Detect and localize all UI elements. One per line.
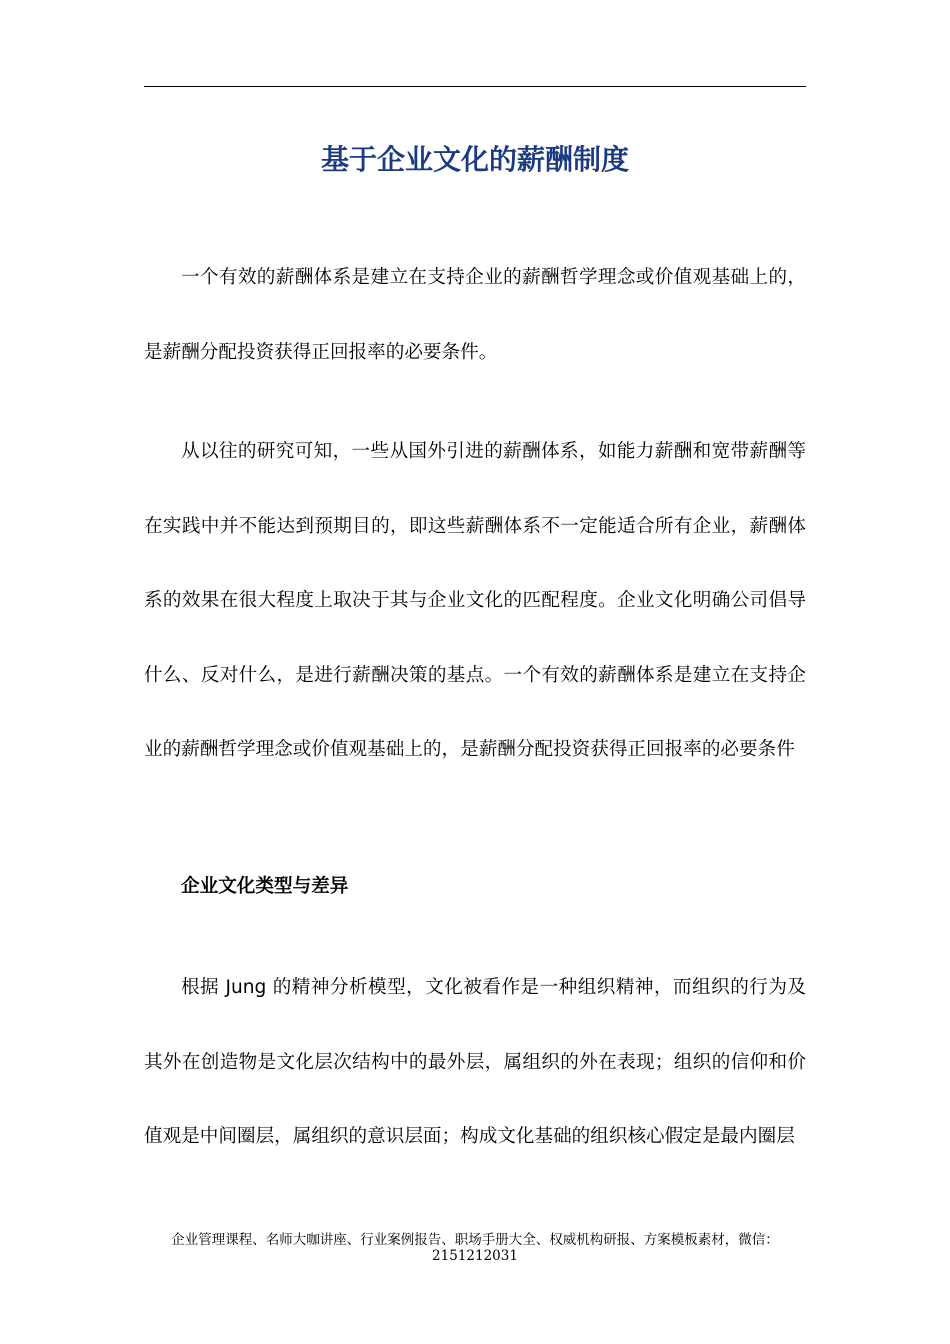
paragraph-1: 一个有效的薪酬体系是建立在支持企业的薪酬哲学理念或价值观基础上的，是薪酬分配投资获得正回报率的必要条件。 xyxy=(144,267,806,363)
footer-contact-id: 2151212031 xyxy=(432,1248,518,1264)
footer-promo-line: 企业管理课程、名师大咖讲座、行业案例报告、职场手册大全、权威机构研报、方案模板素材，微信： xyxy=(171,1232,779,1248)
document-title: 基于企业文化的薪酬制度 xyxy=(320,143,629,176)
header-rule xyxy=(144,86,806,87)
paragraph-2: 从以往的研究可知，一些从国外引进的薪酬体系，如能力薪酬和宽带薪酬等在实践中并不能达到预期目的，即这些薪酬体系不一定能适合所有企业，薪酬体系的效果在很大程度上取决于其与企业文化的匹配程度。企业文化明确公司倡导什么、反对什么，是进行薪酬决策的基点。一个有效的薪酬体系是建立在支持企业的薪酬哲学理念或价值观基础上的，是薪酬分配投资获得正回报率的必要条件 xyxy=(144,441,806,761)
section-heading: 企业文化类型与差异 xyxy=(181,876,349,897)
section-paragraph: 根据 Jung 的精神分析模型，文化被看作是一种组织精神，而组织的行为及其外在创造物是文化层次结构中的最外层，属组织的外在表现；组织的信仰和价值观是中间圈层，属组织的意识层面；构成文化基础的组织核心假定是最内圈层 xyxy=(144,977,806,1148)
footer xyxy=(100,1232,850,1264)
